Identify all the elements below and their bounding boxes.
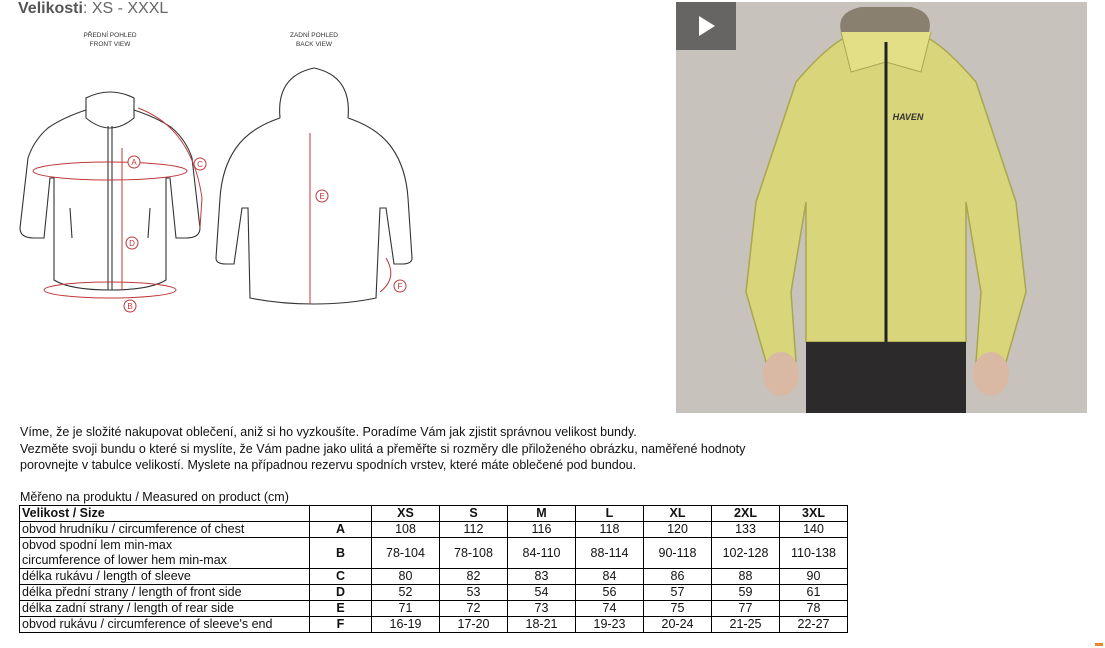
table-row xyxy=(20,538,848,569)
marker-f xyxy=(394,280,406,292)
header-size: S xyxy=(440,506,508,522)
table-row xyxy=(20,585,848,601)
cell: 61 xyxy=(780,585,848,601)
svg-text:D: D xyxy=(129,239,135,248)
cell: 78 xyxy=(780,601,848,617)
cell: 86 xyxy=(644,569,712,585)
intro-line-1: Víme, že je složité nakupovat oblečení, aniž si ho vyzkoušíte. Poradíme Vám jak zjistit správnou velikost bundy. xyxy=(20,425,637,439)
header-size: L xyxy=(576,506,644,522)
svg-text:C: C xyxy=(197,160,203,169)
front-jacket-outline xyxy=(20,92,200,290)
header-size: XL xyxy=(644,506,712,522)
front-caption-en: FRONT VIEW xyxy=(89,41,131,48)
page-title: Velikosti: XS - XXXL xyxy=(18,0,169,17)
marker-d xyxy=(126,237,138,249)
back-caption-cz: ZADNÍ POHLED xyxy=(289,32,339,39)
front-caption-cz: PŘEDNÍ POHLED xyxy=(83,32,137,39)
play-video-button[interactable] xyxy=(676,2,736,50)
cell: 75 xyxy=(644,601,712,617)
cell: 90-118 xyxy=(644,538,712,569)
marker-e xyxy=(316,190,328,202)
header-size: 2XL xyxy=(712,506,780,522)
cell: 84 xyxy=(576,569,644,585)
cell: 74 xyxy=(576,601,644,617)
cell: 140 xyxy=(780,522,848,538)
row-key: A xyxy=(310,522,372,538)
cell: 78-104 xyxy=(372,538,440,569)
cell: 102-128 xyxy=(712,538,780,569)
marker-a xyxy=(128,156,140,168)
corner-accent xyxy=(1095,643,1103,646)
marker-c xyxy=(194,158,206,170)
cell: 57 xyxy=(644,585,712,601)
table-caption: Měřeno na produktu / Measured on product (cm) xyxy=(20,490,289,504)
cell: 18-21 xyxy=(508,617,576,633)
cell: 77 xyxy=(712,601,780,617)
cell: 133 xyxy=(712,522,780,538)
back-caption-en: BACK VIEW xyxy=(295,41,333,48)
cell: 112 xyxy=(440,522,508,538)
svg-text:E: E xyxy=(319,192,325,201)
row-key: D xyxy=(310,585,372,601)
row-label: obvod hrudníku / circumference of chest xyxy=(20,522,310,538)
svg-text:F: F xyxy=(397,282,403,291)
cell: 78-108 xyxy=(440,538,508,569)
cell: 17-20 xyxy=(440,617,508,633)
row-key: F xyxy=(310,617,372,633)
cell: 80 xyxy=(372,569,440,585)
cell: 120 xyxy=(644,522,712,538)
cell: 83 xyxy=(508,569,576,585)
cell: 108 xyxy=(372,522,440,538)
cell: 53 xyxy=(440,585,508,601)
header-key xyxy=(310,506,372,522)
measure-lines xyxy=(33,108,391,304)
table-row xyxy=(20,569,848,585)
cell: 88 xyxy=(712,569,780,585)
cell: 19-23 xyxy=(576,617,644,633)
row-key: E xyxy=(310,601,372,617)
svg-text:B: B xyxy=(127,302,133,311)
cell: 52 xyxy=(372,585,440,601)
cell: 116 xyxy=(508,522,576,538)
row-label: délka zadní strany / length of rear side xyxy=(20,601,310,617)
intro-line-2: Vezměte svoji bundu o které si myslíte, že Vám padne jako ulitá a přeměřte si rozměry dle přiloženého obrázku, naměřené hodnoty xyxy=(20,441,746,456)
row-key: C xyxy=(310,569,372,585)
cell: 72 xyxy=(440,601,508,617)
back-jacket-outline xyxy=(216,68,412,304)
cell: 82 xyxy=(440,569,508,585)
cell: 20-24 xyxy=(644,617,712,633)
table-row xyxy=(20,601,848,617)
row-label: délka rukávu / length of sleeve xyxy=(20,569,310,585)
play-icon xyxy=(699,16,715,36)
cell: 84-110 xyxy=(508,538,576,569)
row-label: obvod rukávu / circumference of sleeve's end xyxy=(20,617,310,633)
row-key: B xyxy=(310,538,372,569)
size-table xyxy=(19,505,848,633)
cell: 88-114 xyxy=(576,538,644,569)
header-size: M xyxy=(508,506,576,522)
table-header-row xyxy=(20,506,848,522)
cell: 118 xyxy=(576,522,644,538)
cell: 22-27 xyxy=(780,617,848,633)
header-size: XS xyxy=(372,506,440,522)
svg-text:A: A xyxy=(131,158,137,167)
jacket-photo-illustration xyxy=(676,2,1087,413)
cell: 90 xyxy=(780,569,848,585)
row-label: obvod spodní lem min-max circumference of lower hem min-max xyxy=(20,538,310,569)
cell: 110-138 xyxy=(780,538,848,569)
header-size: 3XL xyxy=(780,506,848,522)
cell: 54 xyxy=(508,585,576,601)
marker-b xyxy=(124,300,136,312)
intro-line-3: porovnejte v tabulce velikostí. Myslete na případnou rezervu spodních vrstev, které máte oblečené pod bundou. xyxy=(20,458,637,472)
brand-logo-text: HAVEN xyxy=(892,112,924,122)
cell: 73 xyxy=(508,601,576,617)
cell: 71 xyxy=(372,601,440,617)
header-label: Velikost / Size xyxy=(20,506,310,522)
cell: 56 xyxy=(576,585,644,601)
row-label: délka přední strany / length of front side xyxy=(20,585,310,601)
intro-text xyxy=(20,424,820,474)
cell: 21-25 xyxy=(712,617,780,633)
cell: 59 xyxy=(712,585,780,601)
jacket-measurement-diagram xyxy=(10,28,430,328)
table-row xyxy=(20,617,848,633)
table-row xyxy=(20,522,848,538)
cell: 16-19 xyxy=(372,617,440,633)
product-photo[interactable] xyxy=(676,2,1087,413)
